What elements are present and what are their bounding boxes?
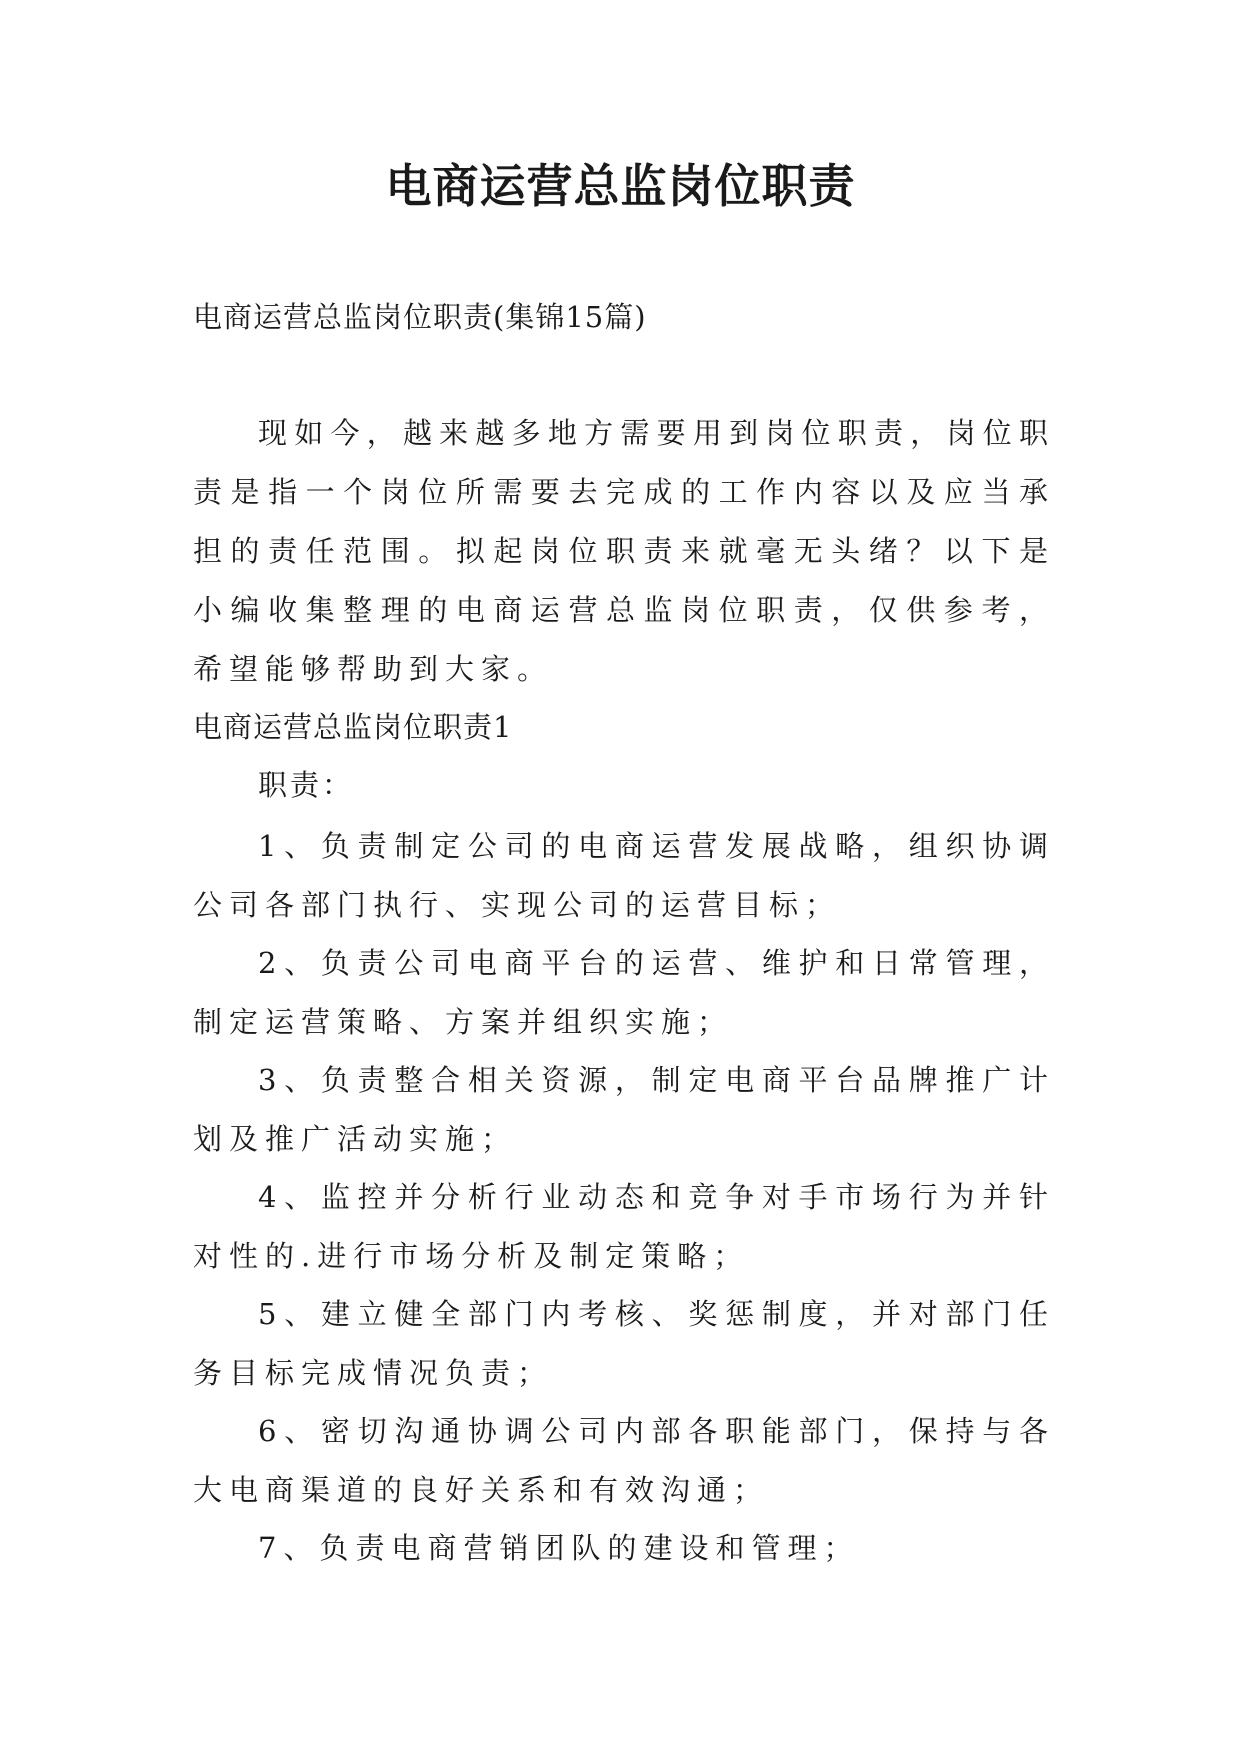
duty-item: 4、监控并分析行业动态和竞争对手市场行为并针对性的.进行市场分析及制定策略； [193, 1180, 1055, 1273]
section-title: 电商运营总监岗位职责1 [193, 710, 513, 744]
duties-label: 职责： [258, 768, 355, 802]
intro-paragraph: 现如今，越来越多地方需要用到岗位职责，岗位职责是指一个岗位所需要去完成的工作内容以及应当承担的责任范围。拟起岗位职责来就毫无头绪？以下是小编收集整理的电商运营总监岗位职责，仅供参考，希望能够帮助到大家。 [193, 416, 1055, 686]
duty-item: 6、密切沟通协调公司内部各职能部门，保持与各大电商渠道的良好关系和有效沟通； [193, 1414, 1055, 1507]
document-subtitle: 电商运营总监岗位职责(集锦15篇) [193, 300, 647, 334]
duty-item: 2、负责公司电商平台的运营、维护和日常管理，制定运营策略、方案并组织实施； [193, 946, 1055, 1039]
duty-item: 7、负责电商营销团队的建设和管理； [258, 1531, 860, 1565]
duties-list [193, 817, 1055, 1578]
duty-item: 5、建立健全部门内考核、奖惩制度，并对部门任务目标完成情况负责； [193, 1297, 1055, 1390]
duty-item: 3、负责整合相关资源，制定电商平台品牌推广计划及推广活动实施； [193, 1063, 1055, 1156]
duty-item: 1、负责制定公司的电商运营发展战略，组织协调公司各部门执行、实现公司的运营目标； [193, 829, 1055, 922]
document-title: 电商运营总监岗位职责 [385, 159, 856, 213]
